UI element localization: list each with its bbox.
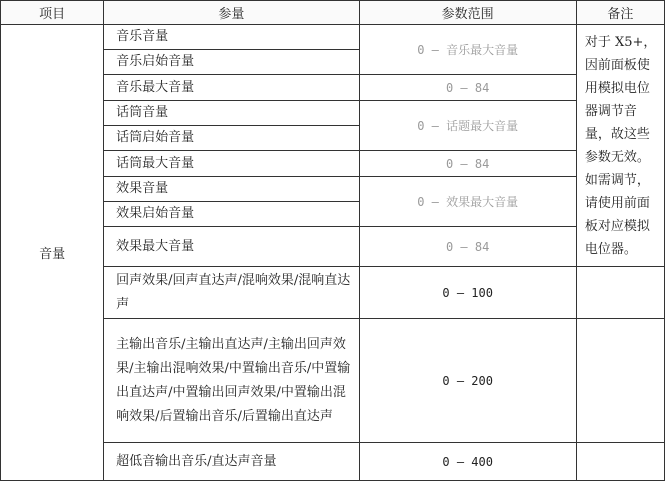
range-cell: 0 – 音乐最大音量	[359, 25, 576, 75]
param-cell: 话筒音量	[104, 101, 359, 126]
range-cell: 0 – 84	[359, 151, 576, 177]
note-empty	[576, 319, 664, 443]
range-cell: 0 – 效果最大音量	[359, 177, 576, 227]
note-empty	[576, 267, 664, 319]
item-volume: 音量	[1, 25, 104, 481]
table-header-row	[1, 1, 665, 25]
range-cell: 0 – 200	[359, 319, 576, 443]
param-cell: 效果启始音量	[104, 202, 359, 227]
param-cell: 话筒启始音量	[104, 126, 359, 151]
range-cell: 0 – 84	[359, 227, 576, 267]
range-cell: 0 – 84	[359, 75, 576, 101]
param-cell: 音乐音量	[104, 25, 359, 50]
note-empty	[576, 443, 664, 481]
param-cell: 效果音量	[104, 177, 359, 202]
param-cell: 主输出音乐/主输出直达声/主输出回声效果/主输出混响效果/中置输出音乐/中置输出直达声/中置输出回声效果/中置输出混响效果/后置输出音乐/后置输出直达声	[104, 319, 359, 443]
header-item: 项目	[1, 1, 104, 25]
param-cell: 话筒最大音量	[104, 151, 359, 177]
note-cell: 对于 X5+，因前面板使用模拟电位器调节音量，故这些参数无效。如需调节，请使用前面板对应模拟电位器。	[576, 25, 664, 267]
header-note: 备注	[576, 1, 664, 25]
range-cell: 0 – 话题最大音量	[359, 101, 576, 151]
table-row	[1, 25, 665, 50]
param-cell: 回声效果/回声直达声/混响效果/混响直达声	[104, 267, 359, 319]
param-cell: 效果最大音量	[104, 227, 359, 267]
range-cell: 0 – 100	[359, 267, 576, 319]
header-range: 参数范围	[359, 1, 576, 25]
range-cell: 0 – 400	[359, 443, 576, 481]
param-cell: 超低音输出音乐/直达声音量	[104, 443, 359, 481]
param-cell: 音乐最大音量	[104, 75, 359, 101]
header-param: 参量	[104, 1, 359, 25]
param-cell: 音乐启始音量	[104, 50, 359, 75]
